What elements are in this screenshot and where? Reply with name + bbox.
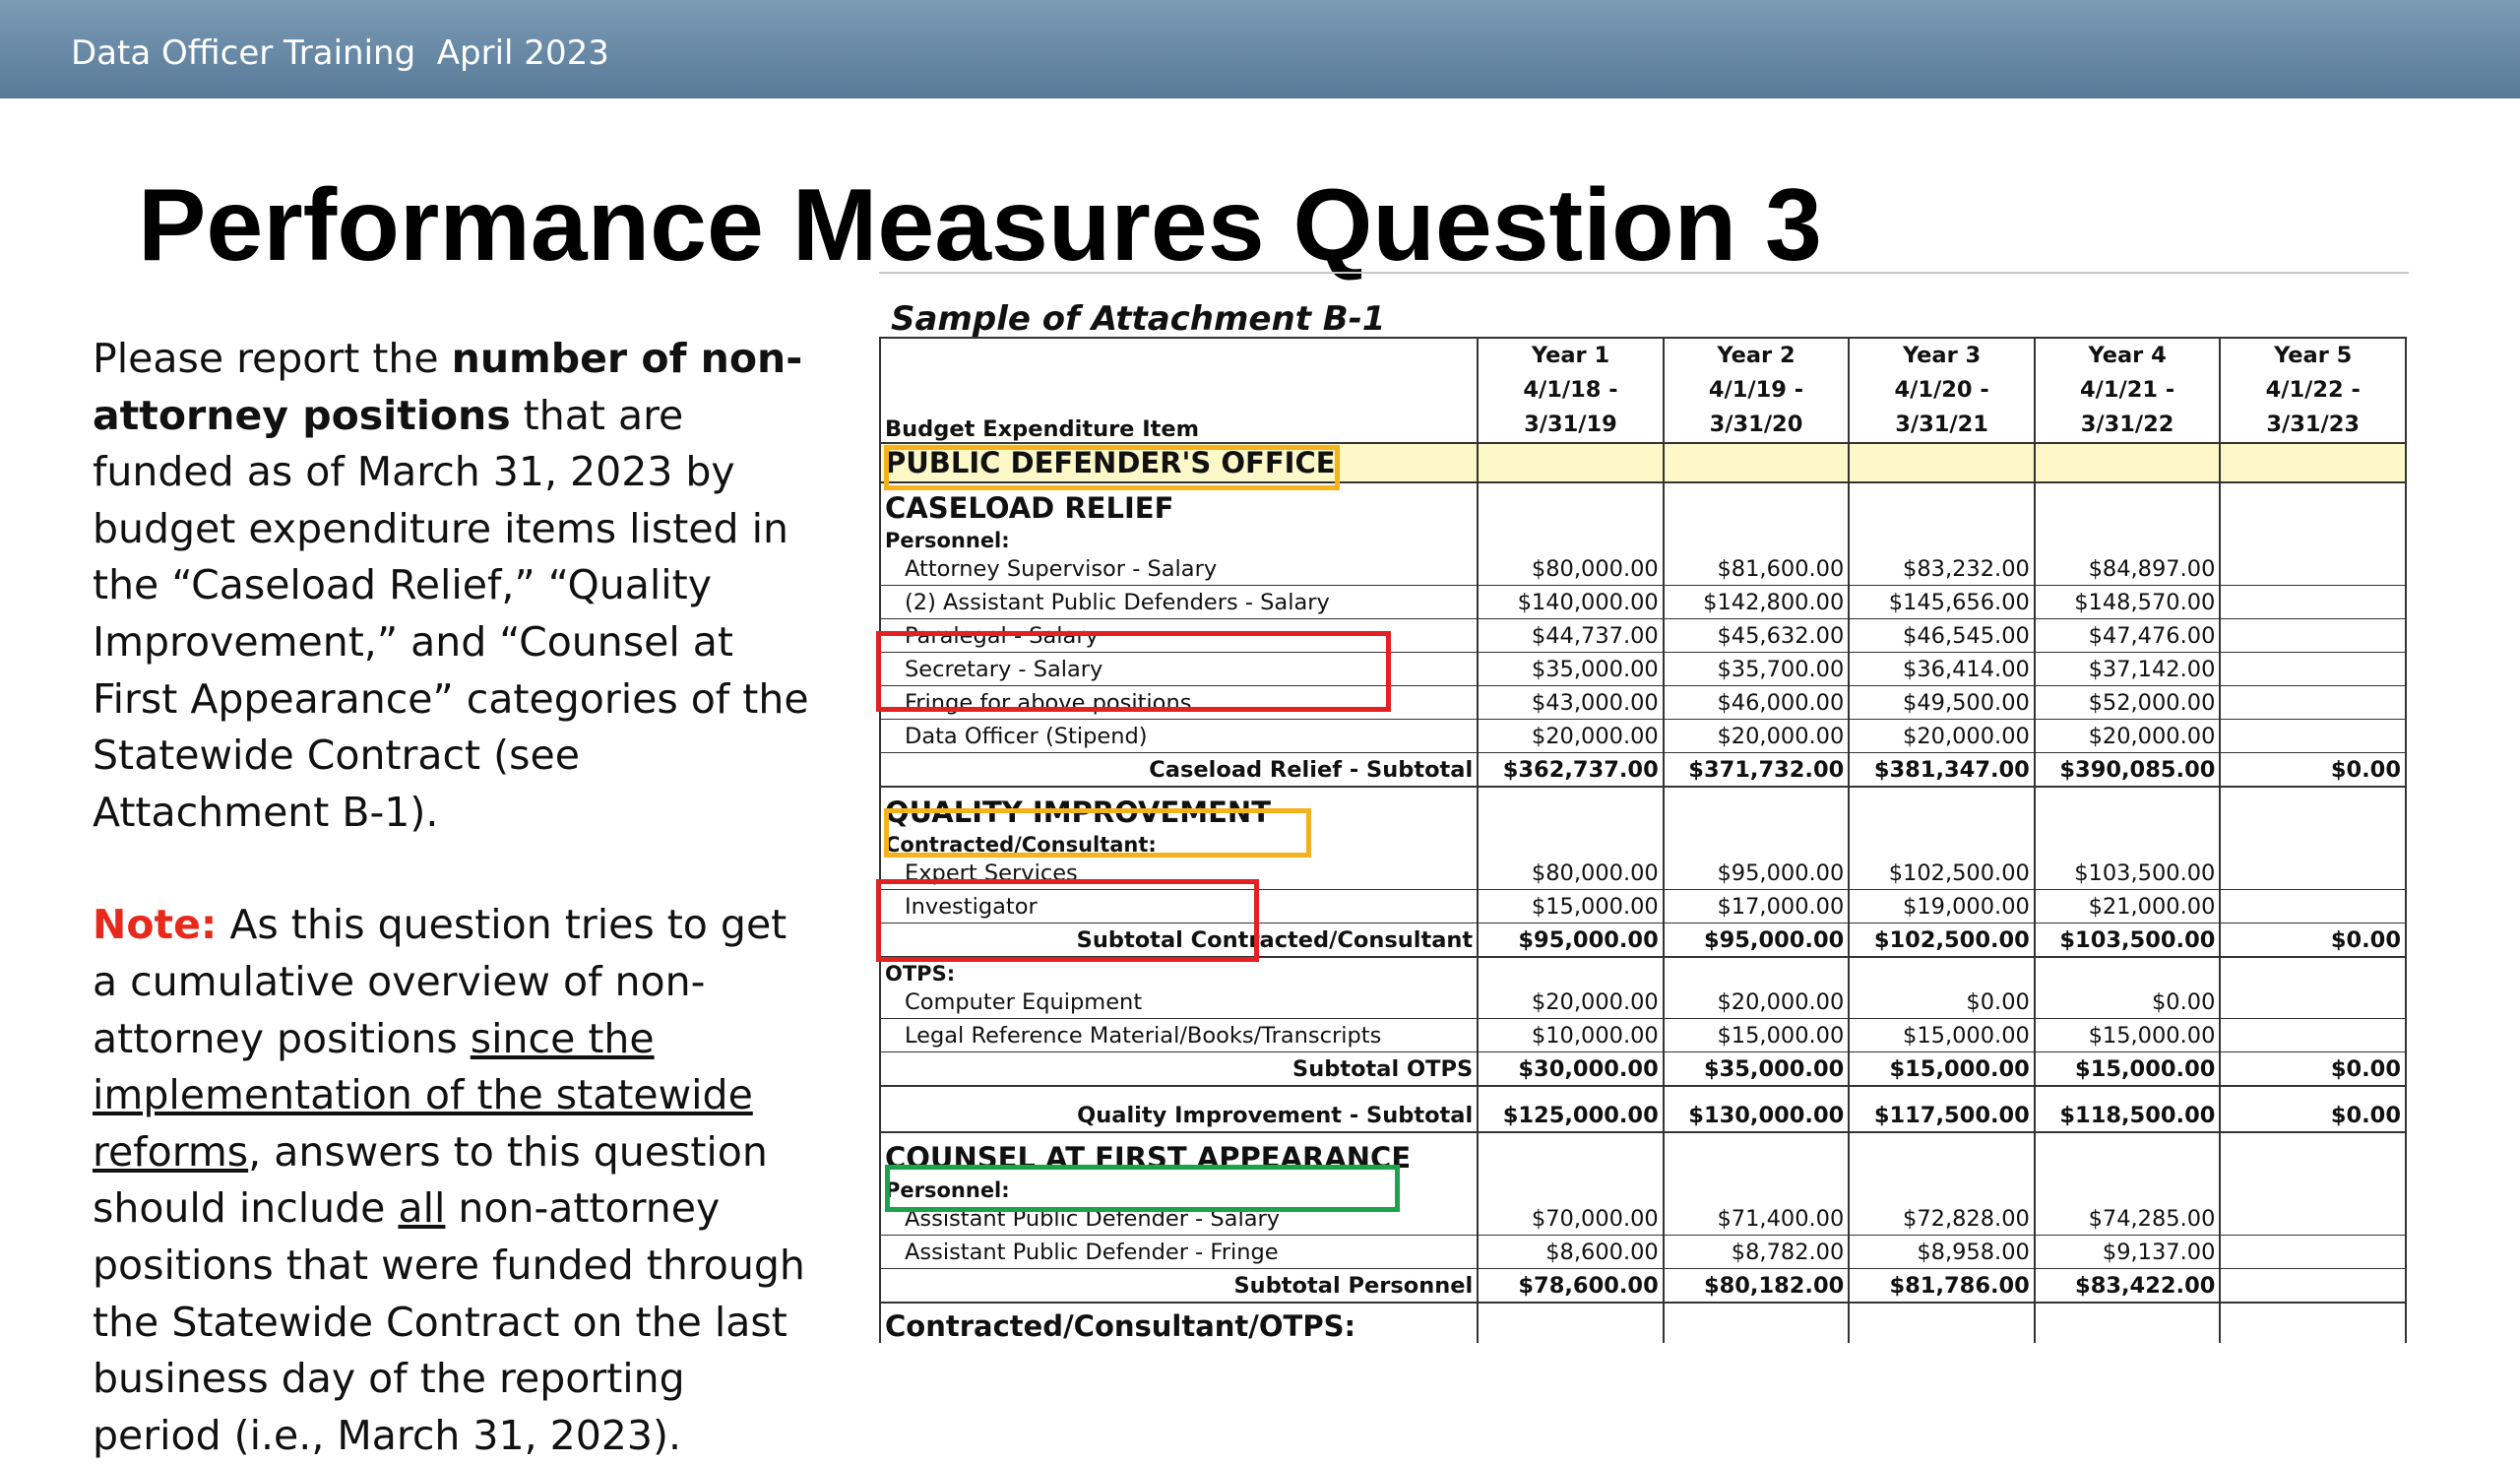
value-cell xyxy=(1849,1303,2035,1343)
value-cell: $72,828.00 xyxy=(1849,1202,2035,1236)
value-cell: $81,600.00 xyxy=(1664,552,1850,586)
value-cell: $52,000.00 xyxy=(2035,686,2221,720)
value-cell: $20,000.00 xyxy=(1478,986,1664,1019)
table-row xyxy=(880,923,2406,958)
row-label: PUBLIC DEFENDER'S OFFICE xyxy=(880,443,1478,482)
table-row xyxy=(880,986,2406,1019)
value-cell: $20,000.00 xyxy=(1664,720,1850,753)
row-label: Attorney Supervisor - Salary xyxy=(880,552,1478,586)
value-cell xyxy=(1849,525,2035,552)
value-cell: $74,285.00 xyxy=(2035,1202,2221,1236)
header-label: Budget Expenditure Item xyxy=(880,338,1478,443)
table-row xyxy=(880,957,2406,986)
value-cell: $15,000.00 xyxy=(1664,1019,1850,1052)
value-cell xyxy=(1478,1175,1664,1202)
table-row xyxy=(880,720,2406,753)
value-cell: $20,000.00 xyxy=(1849,720,2035,753)
value-cell xyxy=(2035,1303,2221,1343)
value-cell: $78,600.00 xyxy=(1478,1269,1664,1304)
value-cell xyxy=(1664,1303,1850,1343)
table-row xyxy=(880,1269,2406,1304)
row-label: Assistant Public Defender - Fringe xyxy=(880,1236,1478,1269)
row-label: (2) Assistant Public Defenders - Salary xyxy=(880,586,1478,619)
table-row xyxy=(880,829,2406,857)
value-cell: $8,600.00 xyxy=(1478,1236,1664,1269)
row-label: COUNSEL AT FIRST APPEARANCE xyxy=(880,1132,1478,1175)
value-cell: $15,000.00 xyxy=(1849,1052,2035,1087)
emphasis-text: number of non-attorney positions xyxy=(93,335,803,439)
value-cell xyxy=(2220,586,2406,619)
value-cell xyxy=(2220,443,2406,482)
value-cell: $35,000.00 xyxy=(1664,1052,1850,1087)
value-cell: $20,000.00 xyxy=(2035,720,2221,753)
table-row xyxy=(880,1052,2406,1087)
year-header: Year 5 4/1/22 - 3/31/23 xyxy=(2220,338,2406,443)
value-cell xyxy=(1849,1086,2035,1099)
table-row xyxy=(880,753,2406,788)
value-cell xyxy=(2220,1236,2406,1269)
value-cell xyxy=(1849,482,2035,525)
table-row xyxy=(880,686,2406,720)
row-label: Assistant Public Defender - Salary xyxy=(880,1202,1478,1236)
row-label: CASELOAD RELIEF xyxy=(880,482,1478,525)
value-cell: $80,182.00 xyxy=(1664,1269,1850,1304)
text-run: As this question tries to get a cumulative overview of non-attorney positions xyxy=(93,901,788,1062)
row-label: Subtotal Contracted/Consultant xyxy=(880,923,1478,958)
text-run: that are funded as of March 31, 2023 by budget expenditure items listed in the “Caseload Relief,” “Quality Improvement,” and “Counsel at First Appearance” categories of the Statewide Contract (see Attachment B-1). xyxy=(93,391,809,836)
value-cell: $95,000.00 xyxy=(1664,857,1850,890)
row-label: Contracted/Consultant: xyxy=(880,829,1478,857)
row-label: Legal Reference Material/Books/Transcripts xyxy=(880,1019,1478,1052)
value-cell xyxy=(2035,787,2221,829)
value-cell xyxy=(1849,1132,2035,1175)
note-paragraph xyxy=(93,897,811,1464)
value-cell: $45,632.00 xyxy=(1664,619,1850,653)
attachment-b1-sheet xyxy=(879,272,2412,1414)
value-cell: $390,085.00 xyxy=(2035,753,2221,788)
value-cell xyxy=(1478,957,1664,986)
value-cell: $118,500.00 xyxy=(2035,1099,2221,1132)
value-cell: $148,570.00 xyxy=(2035,586,2221,619)
table-row xyxy=(880,619,2406,653)
row-label: Caseload Relief - Subtotal xyxy=(880,753,1478,788)
value-cell: $142,800.00 xyxy=(1664,586,1850,619)
value-cell xyxy=(2220,986,2406,1019)
table-row xyxy=(880,443,2406,482)
value-cell: $21,000.00 xyxy=(2035,890,2221,923)
value-cell xyxy=(1478,1086,1664,1099)
value-cell xyxy=(1664,829,1850,857)
row-label: Data Officer (Stipend) xyxy=(880,720,1478,753)
value-cell: $71,400.00 xyxy=(1664,1202,1850,1236)
row-label: Subtotal OTPS xyxy=(880,1052,1478,1087)
value-cell: $145,656.00 xyxy=(1849,586,2035,619)
text-run: , answers to this question should include xyxy=(93,1127,768,1233)
table-row xyxy=(880,890,2406,923)
value-cell: $35,700.00 xyxy=(1664,653,1850,686)
row-label: Fringe for above positions xyxy=(880,686,1478,720)
value-cell xyxy=(2220,857,2406,890)
header-bar xyxy=(0,0,2520,98)
value-cell xyxy=(2220,1202,2406,1236)
value-cell: $36,414.00 xyxy=(1849,653,2035,686)
value-cell: $83,232.00 xyxy=(1849,552,2035,586)
value-cell: $95,000.00 xyxy=(1478,923,1664,958)
row-label: Personnel: xyxy=(880,1175,1478,1202)
value-cell: $8,782.00 xyxy=(1664,1236,1850,1269)
value-cell xyxy=(2220,720,2406,753)
value-cell: $0.00 xyxy=(2220,1099,2406,1132)
value-cell xyxy=(2035,957,2221,986)
slide-title: Performance Measures Question 3 xyxy=(138,168,1822,283)
row-label xyxy=(880,1086,1478,1099)
value-cell xyxy=(1849,957,2035,986)
table-row xyxy=(880,1303,2406,1343)
value-cell: $70,000.00 xyxy=(1478,1202,1664,1236)
value-cell xyxy=(2220,1175,2406,1202)
value-cell xyxy=(1849,1175,2035,1202)
value-cell: $44,737.00 xyxy=(1478,619,1664,653)
question-text xyxy=(93,331,811,1464)
value-cell xyxy=(2220,482,2406,525)
value-cell: $19,000.00 xyxy=(1849,890,2035,923)
value-cell xyxy=(1664,1132,1850,1175)
table-row xyxy=(880,1099,2406,1132)
value-cell: $95,000.00 xyxy=(1664,923,1850,958)
table-row xyxy=(880,787,2406,829)
value-cell: $15,000.00 xyxy=(2035,1019,2221,1052)
value-cell: $43,000.00 xyxy=(1478,686,1664,720)
table-row xyxy=(880,1202,2406,1236)
row-label: Personnel: xyxy=(880,525,1478,552)
value-cell: $83,422.00 xyxy=(2035,1269,2221,1304)
value-cell xyxy=(1478,482,1664,525)
row-label: Paralegal - Salary xyxy=(880,619,1478,653)
value-cell xyxy=(2220,957,2406,986)
year-header: Year 3 4/1/20 - 3/31/21 xyxy=(1849,338,2035,443)
value-cell xyxy=(2220,1132,2406,1175)
table-row xyxy=(880,586,2406,619)
year-header: Year 2 4/1/19 - 3/31/20 xyxy=(1664,338,1850,443)
instruction-paragraph xyxy=(93,331,811,841)
row-label: Investigator xyxy=(880,890,1478,923)
value-cell: $47,476.00 xyxy=(2035,619,2221,653)
value-cell xyxy=(2035,443,2221,482)
value-cell: $102,500.00 xyxy=(1849,923,2035,958)
value-cell xyxy=(1664,957,1850,986)
value-cell: $0.00 xyxy=(2035,986,2221,1019)
underlined-text: all xyxy=(398,1184,446,1233)
value-cell xyxy=(1664,443,1850,482)
value-cell xyxy=(2220,1303,2406,1343)
value-cell xyxy=(2220,1269,2406,1304)
value-cell: $80,000.00 xyxy=(1478,552,1664,586)
value-cell xyxy=(1849,787,2035,829)
value-cell: $46,000.00 xyxy=(1664,686,1850,720)
value-cell xyxy=(1478,829,1664,857)
value-cell: $10,000.00 xyxy=(1478,1019,1664,1052)
sheet-grid-top xyxy=(879,272,2409,278)
row-label: Subtotal Personnel xyxy=(880,1269,1478,1304)
table-row xyxy=(880,525,2406,552)
value-cell: $37,142.00 xyxy=(2035,653,2221,686)
sheet-title: Sample of Attachment B-1 xyxy=(891,299,1386,339)
value-cell: $8,958.00 xyxy=(1849,1236,2035,1269)
value-cell xyxy=(1478,787,1664,829)
row-label: Computer Equipment xyxy=(880,986,1478,1019)
value-cell: $80,000.00 xyxy=(1478,857,1664,890)
value-cell: $9,137.00 xyxy=(2035,1236,2221,1269)
value-cell xyxy=(2220,1086,2406,1099)
table-row xyxy=(880,482,2406,525)
value-cell xyxy=(2220,653,2406,686)
value-cell: $125,000.00 xyxy=(1478,1099,1664,1132)
value-cell: $20,000.00 xyxy=(1478,720,1664,753)
value-cell xyxy=(2035,829,2221,857)
value-cell xyxy=(2220,787,2406,829)
value-cell: $117,500.00 xyxy=(1849,1099,2035,1132)
value-cell: $20,000.00 xyxy=(1664,986,1850,1019)
value-cell: $140,000.00 xyxy=(1478,586,1664,619)
value-cell: $0.00 xyxy=(2220,1052,2406,1087)
value-cell xyxy=(1664,525,1850,552)
value-cell: $0.00 xyxy=(1849,986,2035,1019)
value-cell xyxy=(2220,552,2406,586)
value-cell xyxy=(2035,1175,2221,1202)
header-row xyxy=(880,338,2406,443)
budget-table xyxy=(879,337,2407,1343)
value-cell xyxy=(1478,443,1664,482)
value-cell: $30,000.00 xyxy=(1478,1052,1664,1087)
value-cell: $81,786.00 xyxy=(1849,1269,2035,1304)
table-row xyxy=(880,857,2406,890)
row-label: Secretary - Salary xyxy=(880,653,1478,686)
value-cell: $49,500.00 xyxy=(1849,686,2035,720)
value-cell: $371,732.00 xyxy=(1664,753,1850,788)
value-cell xyxy=(2035,1132,2221,1175)
value-cell xyxy=(2220,890,2406,923)
row-label: QUALITY IMPROVEMENT xyxy=(880,787,1478,829)
value-cell xyxy=(2220,829,2406,857)
value-cell: $15,000.00 xyxy=(1849,1019,2035,1052)
underlined-text: since the implementation of the statewide reforms xyxy=(93,1014,753,1176)
value-cell xyxy=(2035,525,2221,552)
text-run: non-attorney positions that were funded through the Statewide Contract on the last business day of the reporting period (i.e., March 31, 2023). xyxy=(93,1184,805,1459)
value-cell xyxy=(2035,1086,2221,1099)
value-cell: $46,545.00 xyxy=(1849,619,2035,653)
value-cell xyxy=(2220,1019,2406,1052)
value-cell: $15,000.00 xyxy=(1478,890,1664,923)
year-header: Year 4 4/1/21 - 3/31/22 xyxy=(2035,338,2221,443)
value-cell xyxy=(1664,1086,1850,1099)
table-row xyxy=(880,552,2406,586)
value-cell: $17,000.00 xyxy=(1664,890,1850,923)
row-label: Contracted/Consultant/OTPS: xyxy=(880,1303,1478,1343)
value-cell xyxy=(1664,482,1850,525)
table-row xyxy=(880,1086,2406,1099)
value-cell: $0.00 xyxy=(2220,923,2406,958)
value-cell xyxy=(1664,787,1850,829)
note-label: Note: xyxy=(93,901,218,949)
table-row xyxy=(880,653,2406,686)
value-cell xyxy=(2220,525,2406,552)
header-text: Data Officer Training April 2023 xyxy=(71,33,609,73)
value-cell xyxy=(1849,829,2035,857)
row-label: OTPS: xyxy=(880,957,1478,986)
text-run: Please report the xyxy=(93,335,452,382)
year-header: Year 1 4/1/18 - 3/31/19 xyxy=(1478,338,1664,443)
value-cell: $103,500.00 xyxy=(2035,923,2221,958)
value-cell xyxy=(1478,1132,1664,1175)
value-cell: $15,000.00 xyxy=(2035,1052,2221,1087)
value-cell: $381,347.00 xyxy=(1849,753,2035,788)
value-cell xyxy=(2220,619,2406,653)
row-label: Quality Improvement - Subtotal xyxy=(880,1099,1478,1132)
value-cell: $102,500.00 xyxy=(1849,857,2035,890)
table-row xyxy=(880,1175,2406,1202)
value-cell: $362,737.00 xyxy=(1478,753,1664,788)
table-row xyxy=(880,1132,2406,1175)
value-cell xyxy=(1478,525,1664,552)
value-cell: $103,500.00 xyxy=(2035,857,2221,890)
value-cell xyxy=(2220,686,2406,720)
value-cell: $130,000.00 xyxy=(1664,1099,1850,1132)
value-cell xyxy=(1478,1303,1664,1343)
table-row xyxy=(880,1236,2406,1269)
value-cell xyxy=(1849,443,2035,482)
value-cell: $84,897.00 xyxy=(2035,552,2221,586)
value-cell xyxy=(2035,482,2221,525)
value-cell xyxy=(1664,1175,1850,1202)
value-cell: $35,000.00 xyxy=(1478,653,1664,686)
row-label: Expert Services xyxy=(880,857,1478,890)
value-cell: $0.00 xyxy=(2220,753,2406,788)
table-row xyxy=(880,1019,2406,1052)
